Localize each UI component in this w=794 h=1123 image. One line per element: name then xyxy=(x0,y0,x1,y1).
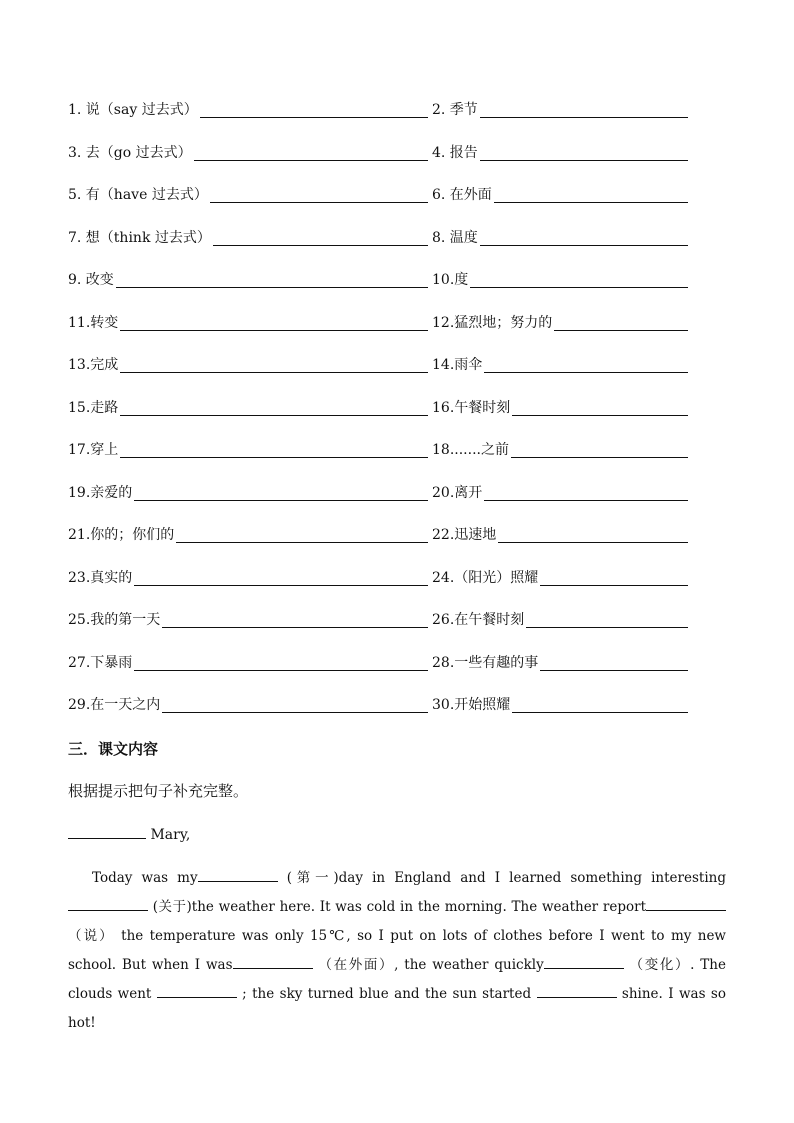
letter-passage xyxy=(68,864,726,1038)
passage-text: （变化）. The clouds went xyxy=(68,957,726,1002)
answer-blank[interactable] xyxy=(512,396,688,416)
vocab-item-1 xyxy=(68,98,432,141)
answer-blank[interactable] xyxy=(162,693,428,713)
answer-blank[interactable] xyxy=(134,481,428,501)
vocab-label: 23.真实的 xyxy=(68,569,133,586)
greeting-name: Mary, xyxy=(150,827,191,843)
vocab-item-28 xyxy=(432,651,688,694)
answer-blank[interactable] xyxy=(484,481,688,501)
vocab-label: 27.下暴雨 xyxy=(68,654,133,671)
vocab-label: 7. 想（think 过去式） xyxy=(68,229,211,246)
vocab-item-14 xyxy=(432,353,688,396)
vocab-label: 17.穿上 xyxy=(68,442,119,458)
answer-blank[interactable] xyxy=(540,651,688,671)
vocab-label: 30.开始照耀 xyxy=(432,697,511,713)
answer-blank[interactable] xyxy=(498,523,688,543)
vocab-item-22 xyxy=(432,523,688,566)
answer-blank[interactable] xyxy=(470,268,688,288)
vocab-label: 29.在一天之内 xyxy=(68,697,161,713)
answer-blank[interactable] xyxy=(540,566,688,586)
passage-blank-2[interactable] xyxy=(68,896,148,911)
vocab-label: 24.（阳光）照耀 xyxy=(432,569,539,586)
vocab-item-21 xyxy=(68,523,432,566)
passage-text: shine. I was so hot! xyxy=(68,986,726,1031)
vocab-item-9 xyxy=(68,268,432,311)
vocabulary-list xyxy=(68,98,688,736)
vocab-label: 20.离开 xyxy=(432,484,483,501)
vocab-label: 13.完成 xyxy=(68,357,119,373)
vocab-item-20 xyxy=(432,481,688,524)
answer-blank[interactable] xyxy=(480,141,688,161)
vocab-label: 15.走路 xyxy=(68,399,119,416)
answer-blank[interactable] xyxy=(120,353,428,373)
vocab-label: 26.在午餐时刻 xyxy=(432,612,525,628)
vocab-label: 16.午餐时刻 xyxy=(432,399,511,416)
vocab-item-26 xyxy=(432,608,688,651)
vocab-label: 28.一些有趣的事 xyxy=(432,654,539,671)
passage-blank-4[interactable] xyxy=(233,954,313,969)
vocab-label: 21.你的；你们的 xyxy=(68,527,175,543)
vocab-item-13 xyxy=(68,353,432,396)
answer-blank[interactable] xyxy=(480,226,688,246)
passage-text: Today was my xyxy=(92,870,198,886)
passage-text: ; the sky turned blue and the sun started xyxy=(236,986,537,1002)
answer-blank[interactable] xyxy=(494,183,688,203)
vocab-label: 18.......之前 xyxy=(432,442,509,458)
passage-text: (关于)the weather here. It was cold in the morning. The weather report xyxy=(152,899,646,915)
vocab-item-25 xyxy=(68,608,432,651)
vocab-label: 10.度 xyxy=(432,272,469,288)
vocab-item-18 xyxy=(432,438,688,481)
answer-blank[interactable] xyxy=(480,98,688,118)
answer-blank[interactable] xyxy=(120,311,428,331)
answer-blank[interactable] xyxy=(120,396,428,416)
passage-text: (第一)day in England and I learned something interesting xyxy=(286,870,726,886)
letter-greeting xyxy=(68,822,190,846)
section-title: 三．课文内容 xyxy=(68,740,159,758)
answer-blank[interactable] xyxy=(554,311,688,331)
answer-blank[interactable] xyxy=(194,141,428,161)
vocab-label: 6. 在外面 xyxy=(432,187,492,203)
answer-blank[interactable] xyxy=(176,523,428,543)
vocab-item-15 xyxy=(68,396,432,439)
vocab-item-3 xyxy=(68,141,432,184)
vocab-label: 11.转变 xyxy=(68,314,119,331)
vocab-label: 5. 有（have 过去式） xyxy=(68,187,208,203)
vocab-label: 3. 去（go 过去式） xyxy=(68,144,192,161)
answer-blank[interactable] xyxy=(213,226,428,246)
vocab-item-6 xyxy=(432,183,688,226)
answer-blank[interactable] xyxy=(511,438,688,458)
vocab-label: 8. 温度 xyxy=(432,229,478,246)
vocab-item-30 xyxy=(432,693,688,736)
vocab-item-4 xyxy=(432,141,688,184)
vocab-label: 1. 说（say 过去式） xyxy=(68,102,198,118)
answer-blank[interactable] xyxy=(134,566,428,586)
vocab-item-19 xyxy=(68,481,432,524)
vocab-label: 9. 改变 xyxy=(68,272,114,288)
passage-text: （说） the temperature was only 15℃, so I put on lots of clothes before I went to my new school. But when I was xyxy=(68,928,726,973)
answer-blank[interactable] xyxy=(484,353,688,373)
vocab-item-29 xyxy=(68,693,432,736)
vocab-label: 22.迅速地 xyxy=(432,527,497,543)
vocab-label: 2. 季节 xyxy=(432,102,478,118)
passage-blank-5[interactable] xyxy=(544,954,624,969)
passage-text: （在外面）, the weather quickly xyxy=(318,957,544,973)
greeting-blank[interactable] xyxy=(68,822,146,839)
vocab-item-2 xyxy=(432,98,688,141)
answer-blank[interactable] xyxy=(200,98,428,118)
vocab-label: 14.雨伞 xyxy=(432,357,483,373)
vocab-item-23 xyxy=(68,566,432,609)
vocab-label: 4. 报告 xyxy=(432,144,478,161)
vocab-item-27 xyxy=(68,651,432,694)
vocab-label: 19.亲爱的 xyxy=(68,484,133,501)
answer-blank[interactable] xyxy=(512,693,688,713)
vocab-item-8 xyxy=(432,226,688,269)
answer-blank[interactable] xyxy=(162,608,428,628)
answer-blank[interactable] xyxy=(526,608,688,628)
vocab-item-17 xyxy=(68,438,432,481)
vocab-item-12 xyxy=(432,311,688,354)
vocab-item-11 xyxy=(68,311,432,354)
vocab-item-10 xyxy=(432,268,688,311)
passage-blank-3[interactable] xyxy=(646,896,726,911)
passage-blank-1[interactable] xyxy=(198,867,278,882)
vocab-item-24 xyxy=(432,566,688,609)
answer-blank[interactable] xyxy=(120,438,428,458)
vocab-label: 12.猛烈地；努力的 xyxy=(432,314,553,331)
passage-blank-7[interactable] xyxy=(537,983,617,998)
vocab-label: 25.我的第一天 xyxy=(68,612,161,628)
vocab-item-5 xyxy=(68,183,432,226)
passage-blank-6[interactable] xyxy=(157,983,237,998)
answer-blank[interactable] xyxy=(210,183,428,203)
vocab-item-7 xyxy=(68,226,432,269)
section-instruction: 根据提示把句子补充完整。 xyxy=(68,782,249,800)
answer-blank[interactable] xyxy=(116,268,428,288)
answer-blank[interactable] xyxy=(134,651,428,671)
vocab-item-16 xyxy=(432,396,688,439)
